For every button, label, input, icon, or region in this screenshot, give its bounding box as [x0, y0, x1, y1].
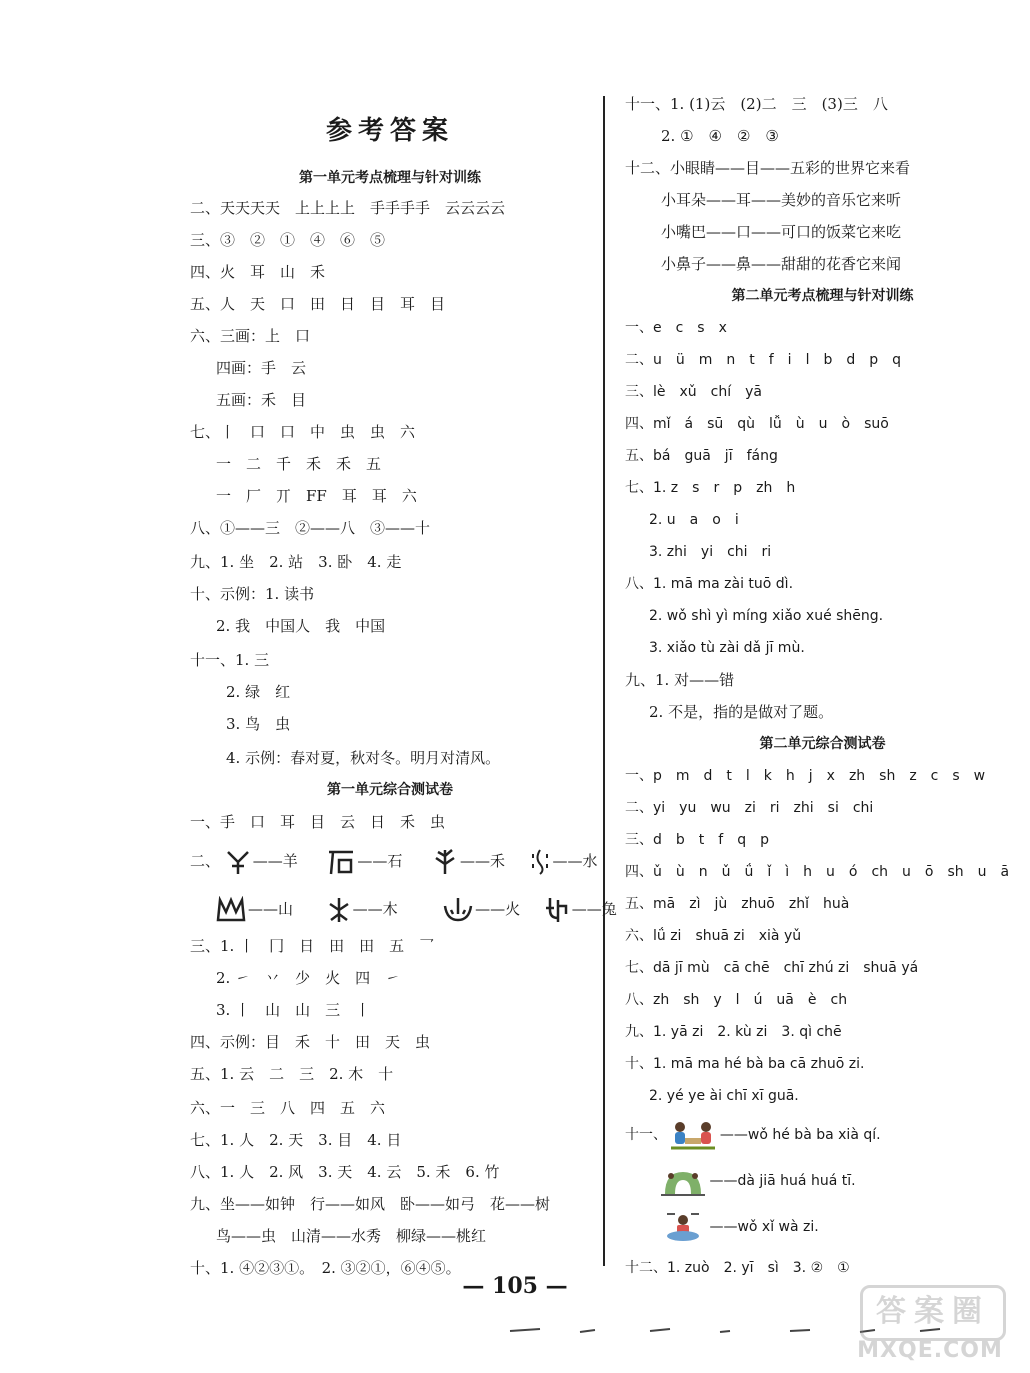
answer-line: 四、mǐ á sū qù lǚ ù u ò suō [625, 416, 889, 432]
answer-line: 二、yi yu wu zi ri zhi si chi [625, 800, 874, 816]
answer-line: 小鼻子——鼻——甜甜的花香它来闻 [661, 255, 902, 273]
page-title: 参考答案 [325, 116, 454, 146]
watermark-site: MXQE.COM [857, 1338, 1003, 1363]
answer-line: 十、1. mā ma hé bà ba cā zhuō zi. [625, 1056, 865, 1072]
answer-line: 六、lǘ zi shuā zi xià yǔ [625, 928, 802, 944]
picture-sentence-row [661, 1166, 856, 1196]
match-answer: ——兔 [571, 900, 617, 918]
column-divider [603, 96, 605, 1266]
fire-pictograph-icon [443, 896, 473, 924]
answer-line: 六、三画：上 口 [190, 327, 311, 345]
question-label: 十一、 [625, 1127, 667, 1143]
page-number: — 105 — [462, 1273, 568, 1299]
answer-line: 六、一 三 八 四 五 六 [190, 1099, 386, 1117]
chess-illustration-icon [671, 1120, 715, 1150]
answer-line: 五画：禾 目 [216, 391, 307, 409]
watermark-logo: 答案圈 [860, 1285, 1006, 1341]
answer-line: 2. ㇀ 丷 少 火 四 ㇀ [216, 969, 401, 987]
answer-line: 五、1. 云 二 三 2. 木 十 [190, 1065, 394, 1083]
answer-line: 3. 丨 山 山 三 丨 [216, 1001, 371, 1019]
answer-line: 一、e c s x [625, 320, 727, 336]
answer-line: 八、zh sh y l ú uā è ch [625, 992, 848, 1008]
answer-line: 一、手 口 耳 目 云 日 禾 虫 [190, 813, 446, 831]
section-heading: 第一单元考点梳理与针对训练 [299, 170, 481, 186]
answer-line: 四、示例：目 禾 十 田 天 虫 [190, 1033, 431, 1051]
answer-line: 七、丨 口 口 中 虫 虫 六 [190, 423, 416, 441]
answer-line: 四、ǔ ù n ǔ ǘ ǐ ì h u ó ch u ō sh u ā [625, 864, 1010, 880]
sentence-text: ——wǒ xǐ wà zi. [709, 1219, 819, 1235]
pictograph-row [190, 848, 598, 876]
answer-line: 3. xiǎo tù zài dǎ jī mù. [649, 640, 805, 656]
answer-line: 鸟——虫 山清——水秀 柳绿——桃红 [216, 1227, 487, 1245]
answer-line: 八、1. 人 2. 风 3. 天 4. 云 5. 禾 6. 竹 [190, 1163, 500, 1181]
match-answer: ——石 [357, 852, 403, 870]
answer-line: 五、人 天 口 田 日 目 耳 目 [190, 295, 446, 313]
answer-line: 二、天天天天 上上上上 手手手手 云云云云 [190, 199, 506, 217]
answer-line: 九、1. yā zi 2. kù zi 3. qì chē [625, 1024, 842, 1040]
answer-line: 2. 我 中国人 我 中国 [216, 617, 386, 635]
picture-sentence-row [625, 1120, 881, 1150]
answer-line: 七、1. 人 2. 天 3. 目 4. 日 [190, 1131, 402, 1149]
water-pictograph-icon [529, 848, 551, 876]
picture-sentence-row [661, 1212, 819, 1242]
answer-line: 四画：手 云 [216, 359, 307, 377]
grain-pictograph-icon [432, 848, 458, 876]
watermark [840, 1280, 1020, 1370]
stone-pictograph-icon [327, 848, 355, 876]
answer-line: 七、dā jī mù cā chē chī zhú zi shuā yá [625, 960, 919, 976]
tree-pictograph-icon [327, 896, 351, 924]
answer-line: 小耳朵——耳——美妙的音乐它来听 [661, 191, 902, 209]
answer-line: 十一、1. (1)云 (2)二 三 (3)三 八 [625, 95, 888, 113]
answer-line: 五、mā zì jù zhuō zhǐ huà [625, 896, 850, 912]
answer-line: 五、bá guā jī fáng [625, 448, 778, 464]
answer-line: 九、坐——如钟 行——如风 卧——如弓 花——树 [190, 1195, 551, 1213]
answer-line: 2. 绿 红 [226, 683, 291, 701]
answer-line: 九、1. 坐 2. 站 3. 卧 4. 走 [190, 553, 402, 571]
answer-line: 小嘴巴——口——可口的饭菜它来吃 [661, 223, 902, 241]
answer-line: 十一、1. 三 [190, 651, 270, 669]
sheep-pictograph-icon [225, 848, 251, 876]
answer-line: 三、lè xǔ chí yā [625, 384, 762, 400]
answer-line: 一 厂 丌 FF 耳 耳 六 [216, 487, 417, 505]
match-answer: ——禾 [459, 852, 505, 870]
answer-line: 2. wǒ shì yì míng xiǎo xué shēng. [649, 608, 884, 624]
answer-line: 2. u a o i [649, 512, 739, 528]
section-heading: 第二单元综合测试卷 [759, 736, 886, 752]
answer-line: 2. ① ④ ② ③ [661, 127, 779, 145]
answer-line: 十、示例：1. 读书 [190, 585, 315, 603]
answer-line: 十二、1. zuò 2. yī sì 3. ② ① [625, 1260, 850, 1276]
question-label: 二、 [190, 852, 221, 870]
answer-line: 八、①——三 ②——八 ③——十 [190, 519, 431, 537]
answer-line: 一、p m d t l k h j x zh sh z c s w [625, 768, 986, 784]
answer-line: 八、1. mā ma zài tuō dì. [625, 576, 794, 592]
answer-line: 七、1. z s r p zh h [625, 480, 796, 496]
match-answer: ——羊 [252, 852, 298, 870]
sentence-text: ——wǒ hé bà ba xià qí. [719, 1127, 881, 1143]
answer-line: 三、③ ② ① ④ ⑥ ⑤ [190, 231, 386, 249]
answer-line: 4. 示例：春对夏，秋对冬。明月对清风。 [226, 749, 501, 767]
match-answer: ——山 [248, 900, 294, 918]
rabbit-pictograph-icon [544, 896, 570, 924]
sentence-text: ——dà jiā huá huá tī. [709, 1173, 856, 1189]
answer-line: 三、1. 丨 冂 日 田 田 五 乛 [190, 937, 435, 955]
answer-line: 二、u ü m n t f i l b d p q [625, 352, 902, 368]
answer-line: 3. zhi yi chi ri [649, 544, 772, 560]
answer-line: 2. 不是，指的是做对了题。 [649, 703, 834, 721]
answer-line: 一 二 千 禾 禾 五 [216, 455, 382, 473]
answer-line: 3. 鸟 虫 [226, 715, 291, 733]
answer-line: 四、火 耳 山 禾 [190, 263, 326, 281]
match-answer: ——水 [552, 852, 598, 870]
answer-line: 十二、小眼睛——目——五彩的世界它来看 [625, 159, 911, 177]
slide-illustration-icon [661, 1166, 705, 1196]
answer-line: 2. yé ye ài chī xī guā. [649, 1088, 799, 1104]
washing-socks-illustration-icon [661, 1212, 705, 1242]
answer-line: 十、1. ④②③①。 2. ③②①，⑥④⑤。 [190, 1259, 461, 1277]
answer-line: 三、d b t f q p [625, 832, 769, 848]
match-answer: ——火 [475, 900, 521, 918]
mountain-pictograph-icon [216, 896, 246, 924]
section-heading: 第二单元考点梳理与针对训练 [731, 288, 914, 304]
section-heading: 第一单元综合测试卷 [327, 782, 453, 798]
pictograph-row [216, 896, 617, 924]
answer-line: 九、1. 对——错 [625, 671, 735, 689]
match-answer: ——木 [352, 900, 398, 918]
